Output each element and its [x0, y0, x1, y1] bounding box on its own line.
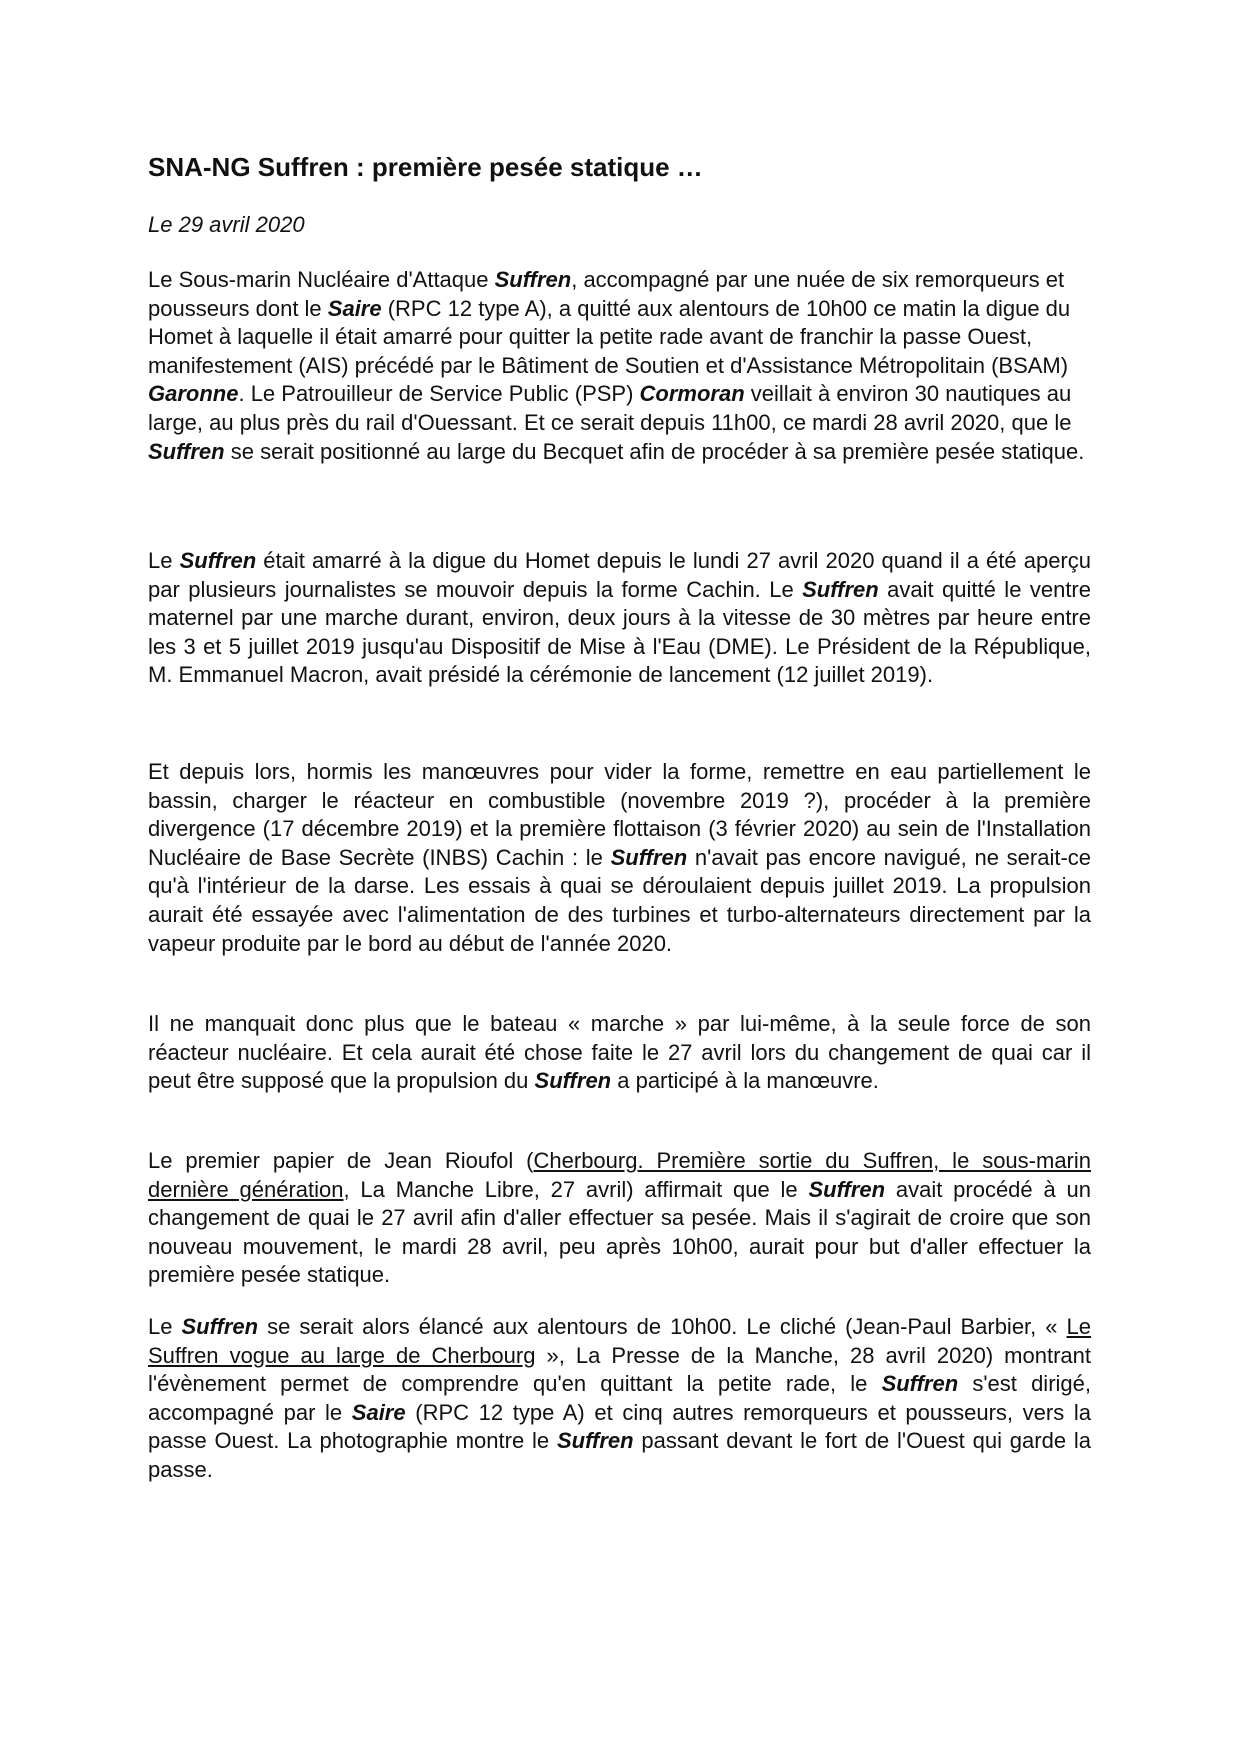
article-title: SNA-NG Suffren : première pesée statique … [148, 152, 703, 182]
text-run: , La Manche Libre, 27 avril) affirmait que le [343, 1176, 809, 1202]
text-run: Le Sous-marin Nucléaire d'Attaque [148, 267, 495, 292]
ship-name: Suffren [802, 576, 879, 602]
text-run: Le [148, 1314, 182, 1339]
text-run: . Le Patrouilleur de Service Public (PSP) [238, 381, 640, 407]
text-run: a participé à la manœuvre. [611, 1068, 879, 1094]
paragraph-2 [148, 547, 1091, 690]
text-run: était amarré à la digue du Homet depuis le lundi 27 avril 2020 quand il a été aperçu par plusieurs journalistes se mouvoir depuis la forme Cachin. Le [148, 548, 1091, 602]
paragraph-3 [148, 758, 1091, 958]
article-link[interactable]: Le Suffren vogue au large de Cherbourg [148, 1314, 1092, 1368]
text-run: se serait positionné au large du Becquet afin de procéder à sa première pesée statique. [224, 438, 1085, 464]
text-run: s'est dirigé, accompagné par le [148, 1371, 1091, 1425]
ship-name: Suffren [881, 1371, 959, 1397]
text-run: veillait à environ 30 nautiques au large, au plus près du rail d'Ouessant. Et ce serait depuis 11h00, ce mardi 28 avril 2020, que le [148, 381, 1072, 435]
text-run: (RPC 12 type A) et cinq autres remorqueurs et pousseurs, vers la passe Ouest. La photographie montre le [148, 1399, 1091, 1454]
ship-name: Saire [351, 1399, 406, 1425]
paragraph-4 [148, 1010, 1091, 1096]
ship-name: Suffren [556, 1428, 634, 1454]
text-run: avait quitté le ventre maternel par une marche durant, environ, deux jours à la vitesse de 30 mètres par heure entre les 3 et 5 juillet 2019 jusqu'au Dispositif de Mise à l'Eau (DME). Le Président de la République, M. Emmanuel Macron, avait présidé la cérémonie de lancement (12 juillet 2019). [148, 576, 1091, 688]
text-run: n'avait pas encore navigué, ne serait-ce qu'à l'intérieur de la darse. Les essais à quai se déroulaient depuis juillet 2019. La propulsion aurait été essayée avec l'alimentation de des turbines et turbo-alternateurs directement par la vapeur produite par le bord au début de l'année 2020. [148, 844, 1092, 956]
text-run: Le premier papier de Jean Rioufol ( [148, 1148, 534, 1173]
text-run: Il ne manquait donc plus que le bateau « marche » par lui-même, à la seule force de son réacteur nucléaire. Et cela aurait été chose faite le 27 avril lors du changement de quai car il peut être supposé que la propulsion du [148, 1011, 1091, 1094]
text-run: se serait alors élancé aux alentours de 10h00. Le cliché (Jean-Paul Barbier, « [258, 1314, 1067, 1339]
ship-name: Suffren [808, 1176, 886, 1202]
paragraph-1 [148, 266, 1091, 466]
article-link[interactable]: Cherbourg. Première sortie du Suffren, le sous-marin dernière génération [148, 1148, 1092, 1202]
article-date: Le 29 avril 2020 [148, 212, 305, 237]
text-run: passant devant le fort de l'Ouest qui garde la passe. [148, 1428, 1092, 1482]
text-run: avait procédé à un changement de quai le 27 avril afin d'aller effectuer sa pesée. Mais il s'agirait de croire que son nouveau mouvement, le mardi 28 avril, peu après 10h00, aurait pour but d'aller effectuer la première pesée statique. [148, 1176, 1091, 1288]
ship-name: Saire [327, 295, 382, 321]
ship-name: Suffren [179, 548, 257, 573]
ship-name: Suffren [494, 267, 572, 292]
ship-name: Garonne [148, 381, 239, 407]
text-run: », La Presse de la Manche, 28 avril 2020) montrant l'évènement permet de comprendre qu'en quittant la petite rade, le [148, 1342, 1092, 1397]
text-run: (RPC 12 type A), a quitté aux alentours de 10h00 ce matin la digue du Homet à laquelle il était amarré pour quitter la petite rade avant de franchir la passe Ouest, manifestement (AIS) précédé par le Bâtiment de Soutien et d'Assistance Métropolitain (BSAM) [148, 295, 1071, 378]
paragraph-5 [148, 1147, 1091, 1290]
text-run: Et depuis lors, hormis les manœuvres pour vider la forme, remettre en eau partiellement le bassin, charger le réacteur en combustible (novembre 2019 ?), procéder à la première divergence (17 décembre 2019) et la première flottaison (3 février 2020) au sein de l'Installation Nucléaire de Base Secrète (INBS) Cachin : le [148, 759, 1091, 870]
ship-name: Suffren [534, 1068, 612, 1094]
ship-name: Suffren [181, 1314, 259, 1339]
ship-name: Cormoran [639, 381, 745, 407]
paragraph-6 [148, 1313, 1091, 1485]
text-run: , accompagné par une nuée de six remorqueurs et pousseurs dont le [148, 267, 1065, 321]
ship-name: Suffren [610, 844, 688, 870]
text-run: Le [148, 548, 180, 573]
ship-name: Suffren [148, 438, 225, 464]
